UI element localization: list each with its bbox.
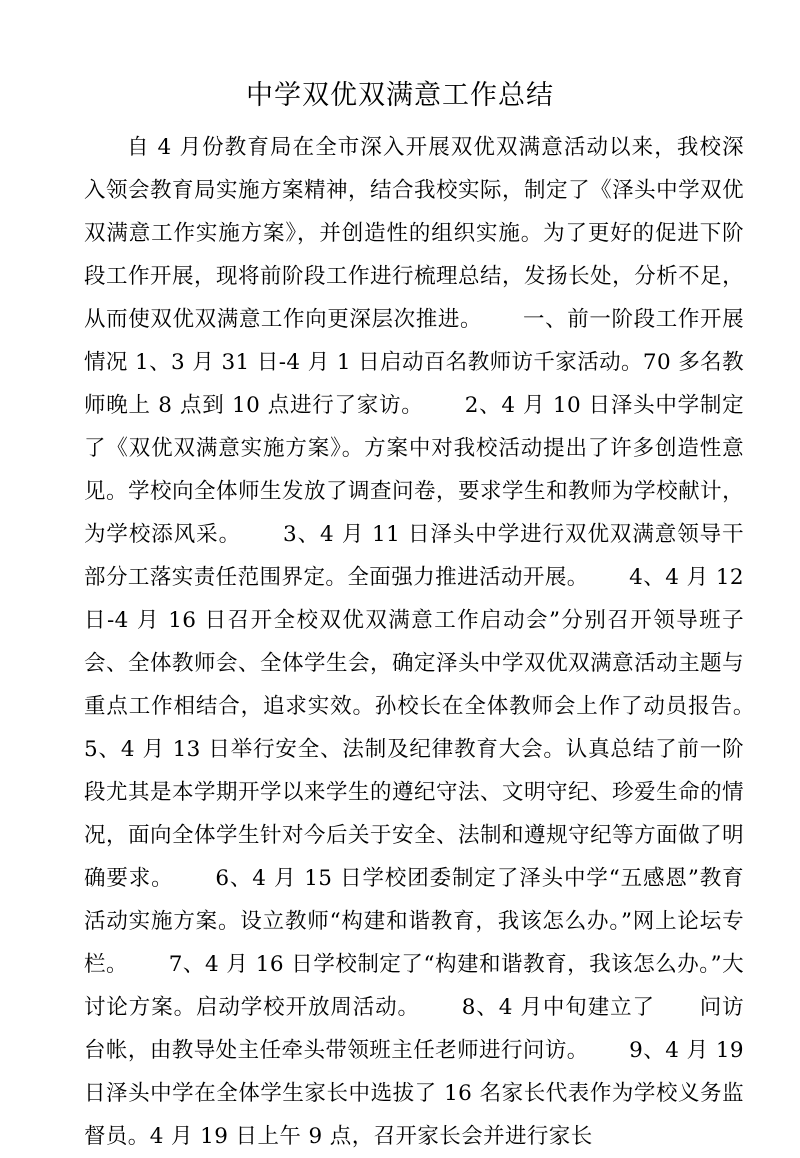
document-body: 自 4 月份教育局在全市深入开展双优双满意活动以来，我校深入领会教育局实施方案精神，结合我校实际，制定了《泽头中学双优双满意工作实施方案》，并创造性的组织实施。为了更好的促进下阶段工作开展，现将前阶段工作进行梳理总结，发扬长处，分析不足，从而使双优双满意工作向更深层次推进。 一、前一阶段工作开展情况 1、3 月 31 日-4 月 1 日启动百名教师访千家活动。70 多名教师晚上 8 点到 10 点进行了家访。 2、4 月 10 日泽头中学制定了《双优双满意实施方案》。方案中对我校活动提出了许多创造性意见。学校向全体师生发放了调查问卷，要求学生和教师为学校献计，为学校添风采。 3、4 月 11 日泽头中学进行双优双满意领导干部分工落实责任范围界定。全面强力推进活动开展。 4、4 月 12 日-4 月 16 日召开全校双优双满意工作启动会”分别召开领导班子会、全体教师会、全体学生会，确定泽头中学双优双满意活动主题与重点工作相结合，追求实效。孙校长在全体教师会上作了动员报告。 5、4 月 13 日举行安全、法制及纪律教育大会。认真总结了前一阶段尤其是本学期开学以来学生的遵纪守法、文明守纪、珍爱生命的情况，面向全体学生针对今后关于安全、法制和遵规守纪等方面做了明确要求。 6、4 月 15 日学校团委制定了泽头中学“五感恩”教育活动实施方案。设立教师“构建和谐教育，我该怎么办。”网上论坛专栏。 7、4 月 16 日学校制定了“构建和谐教育，我该怎么办。”大讨论方案。启动学校开放周活动。 8、4 月中旬建立了 问访台帐，由教导处主任牵头带领班主任老师进行问访。 9、4 月 19 日泽头中学在全体学生家长中选拔了 16 名家长代表作为学校义务监督员。4 月 19 日上午 9 点，召开家长会并进行家长: [84, 135, 796, 1149]
document-title: 中学双优双满意工作总结: [246, 80, 554, 111]
